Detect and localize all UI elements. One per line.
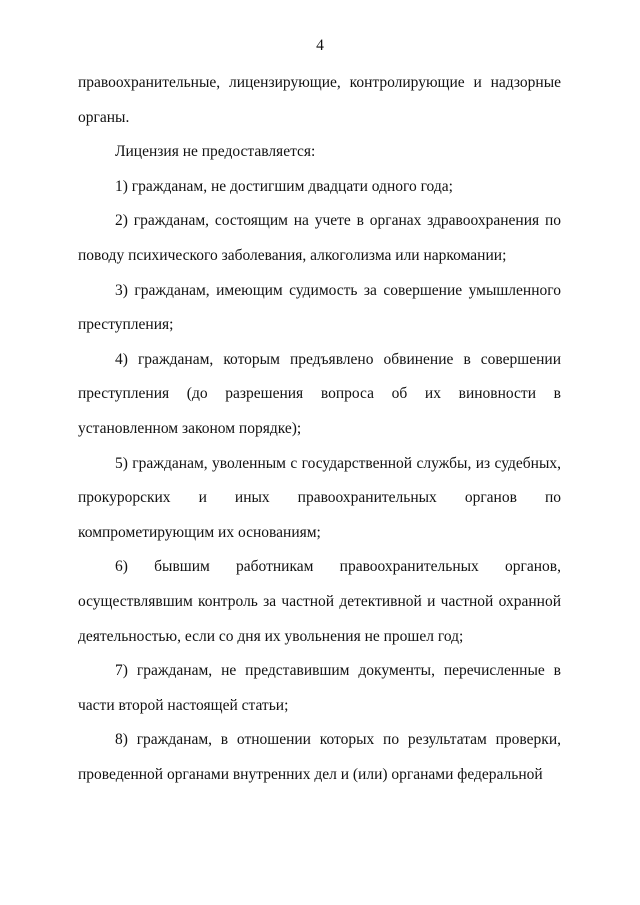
page-number: 4 <box>316 37 324 54</box>
list-item-8: 8) гражданам, в отношении которых по результатам проверки, проведенной органами внутренних дел и (или) органами федеральной <box>78 731 561 783</box>
document-body <box>78 66 561 792</box>
list-item-2: 2) гражданам, состоящим на учете в органах здравоохранения по поводу психического заболевания, алкоголизма или наркомании; <box>78 212 561 264</box>
paragraph-organs: правоохранительные, лицензирующие, контролирующие и надзорные органы. <box>78 74 561 126</box>
list-item-3: 3) гражданам, имеющим судимость за совершение умышленного преступления; <box>78 281 561 334</box>
list-item-5: 5) гражданам, уволенным с государственной службы, из судебных, прокурорских и иных правоохранительных органов по компрометирующим их основаниям; <box>78 454 561 541</box>
list-item-7: 7) гражданам, не представившим документы, перечисленные в части второй настоящей статьи; <box>78 662 561 714</box>
list-item-4: 4) гражданам, которым предъявлено обвинение в совершении преступления (до разрешения вопроса об их виновности в установленном законом порядке); <box>78 350 561 437</box>
paragraph-license-not-granted: Лицензия не предоставляется: <box>115 143 316 161</box>
list-item-6: 6) бывшим работникам правоохранительных органов, осуществлявшим контроль за частной детективной и частной охранной деятельностью, если со дня их увольнения не прошел год; <box>78 558 561 645</box>
list-item-1: 1) гражданам, не достигшим двадцати одного года; <box>115 177 453 195</box>
